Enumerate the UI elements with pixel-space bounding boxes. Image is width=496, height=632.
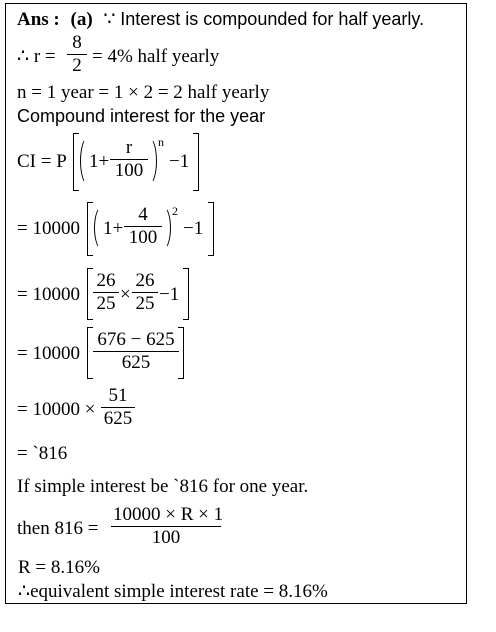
solution-box — [5, 3, 467, 604]
answer-line — [17, 8, 424, 31]
ci-result: = `816 — [17, 443, 68, 464]
ci-lhs: CI = P — [17, 151, 67, 172]
step1-right-bracket — [208, 202, 214, 256]
step1-den: 100 — [124, 226, 162, 249]
step4-fraction — [101, 385, 135, 430]
answer-text: Interest is compounded for half yearly. — [120, 9, 425, 29]
right-paren — [141, 137, 157, 185]
step2-fraction-2 — [132, 270, 158, 315]
step3-den: 625 — [93, 351, 179, 374]
equation-lhs: then 816 = — [17, 518, 99, 539]
step4-den: 625 — [101, 407, 135, 430]
answer-option: (a) — [70, 9, 93, 30]
step1-lhs: = 10000 — [17, 218, 80, 239]
step3-fraction — [93, 329, 179, 374]
conclusion-line: ∴equivalent simple interest rate = 8.16% — [18, 581, 328, 602]
rate-result: R = 8.16% — [18, 557, 100, 578]
equation-fraction — [111, 504, 224, 549]
ci-den: 100 — [110, 159, 148, 182]
step2-lhs: = 10000 — [17, 284, 80, 305]
periods-line: n = 1 year = 1 × 2 = 2 half yearly — [17, 82, 270, 103]
step2-times: × — [120, 284, 131, 305]
step1-right-paren — [155, 206, 171, 250]
step4-num: 51 — [108, 385, 128, 406]
step4-line — [17, 385, 217, 435]
equation-num: 10000 × R × 1 — [113, 504, 224, 525]
step2-den1: 25 — [93, 292, 119, 315]
step2-right-bracket — [183, 268, 189, 320]
step1-minus-one: −1 — [183, 218, 204, 239]
step2-den2: 25 — [132, 292, 158, 315]
step2-fraction-1 — [93, 270, 119, 315]
simple-interest-line: If simple interest be `816 for one year. — [17, 476, 309, 497]
ci-num: r — [125, 137, 133, 158]
equation-line — [17, 504, 277, 556]
rate-den: 2 — [67, 54, 87, 77]
step3-right-bracket — [178, 327, 184, 379]
step2-line — [17, 268, 277, 324]
step1-num: 4 — [138, 204, 148, 225]
ci-one-plus: 1+ — [89, 151, 110, 172]
rate-num: 8 — [72, 32, 82, 53]
step2-num2: 26 — [135, 270, 155, 291]
step3-lhs: = 10000 — [17, 343, 80, 364]
step3-line — [17, 327, 277, 383]
step1-exponent: 2 — [172, 204, 178, 218]
step2-num1: 26 — [96, 270, 116, 291]
answer-label: Ans : — [17, 9, 60, 30]
rate-prefix: ∴ r = — [17, 46, 56, 67]
step1-left-bracket — [87, 202, 93, 256]
because-symbol: ∵ — [103, 9, 116, 30]
ci-formula — [17, 131, 277, 195]
step2-minus-one: −1 — [159, 284, 180, 305]
ci-minus-one: −1 — [169, 151, 190, 172]
rate-fraction — [67, 32, 87, 77]
ci-heading: Compound interest for the year — [17, 106, 266, 126]
rate-suffix: = 4% half yearly — [92, 46, 220, 67]
equation-den: 100 — [111, 526, 221, 549]
step1-line — [17, 200, 277, 260]
step1-one-plus: 1+ — [103, 218, 124, 239]
step4-lhs: = 10000 × — [17, 399, 96, 420]
ci-exponent: n — [158, 135, 164, 149]
step3-num: 676 − 625 — [97, 329, 175, 350]
left-bracket — [73, 133, 79, 191]
right-bracket — [193, 133, 199, 191]
